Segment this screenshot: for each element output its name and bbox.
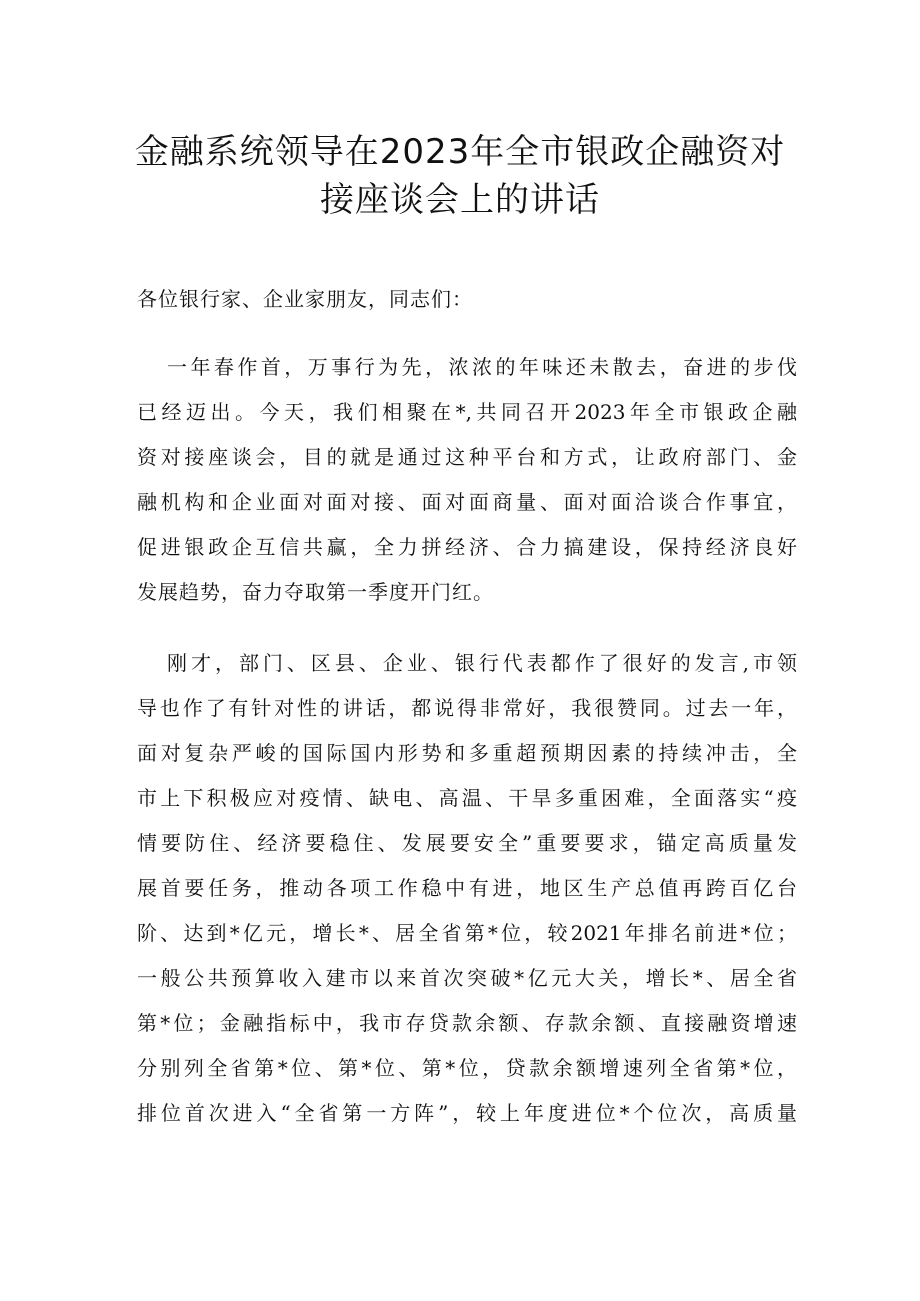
paragraph-line: 融机构和企业面对面对接、面对面商量、面对面洽谈合作事宜， — [137, 490, 797, 514]
paragraph-line: 促进银政企互信共赢，全力拼经济、合力搞建设，保持经济良好 — [137, 535, 797, 559]
title-line-2: 接座谈会上的讲话 — [320, 180, 600, 220]
salutation: 各位银行家、企业家朋友，同志们： — [137, 287, 473, 311]
document-title — [120, 128, 800, 224]
paragraph-line: 市上下积极应对疫情、缺电、高温、干旱多重困难，全面落实“疫 — [137, 786, 797, 810]
document-body — [137, 283, 797, 1162]
title-line-1: 金融系统领导在2023年全市银政企融资对 — [134, 132, 786, 172]
paragraph-line: 资对接座谈会，目的就是通过这种平台和方式，让政府部门、金 — [137, 445, 797, 469]
paragraph-line: 情要防住、经济要稳住、发展要安全”重要要求，锚定高质量发 — [137, 831, 797, 855]
paragraph-line: 一般公共预算收入建市以来首次突破*亿元大关，增长*、居全省 — [137, 966, 797, 990]
paragraph-line: 导也作了有针对性的讲话，都说得非常好，我很赞同。过去一年， — [137, 696, 797, 720]
paragraph-line: 已经迈出。今天，我们相聚在*,共同召开2023年全市银政企融 — [137, 400, 797, 424]
paragraph-line: 展首要任务，推动各项工作稳中有进，地区生产总值再跨百亿台 — [137, 876, 797, 900]
paragraph-line: 一年春作首，万事行为先，浓浓的年味还未散去，奋进的步伐 — [167, 355, 797, 379]
paragraph-line: 第*位；金融指标中，我市存贷款余额、存款余额、直接融资增速 — [137, 1011, 797, 1035]
paragraph-line: 发展趋势，奋力夺取第一季度开门红。 — [137, 580, 494, 604]
paragraph-1 — [137, 345, 797, 615]
paragraph-line: 阶、达到*亿元，增长*、居全省第*位，较2021年排名前进*位； — [137, 921, 797, 945]
paragraph-line: 刚才，部门、区县、企业、银行代表都作了很好的发言,市领 — [167, 651, 797, 675]
paragraph-line: 面对复杂严峻的国际国内形势和多重超预期因素的持续冲击，全 — [137, 741, 797, 765]
paragraph-line: 分别列全省第*位、第*位、第*位，贷款余额增速列全省第*位， — [137, 1056, 797, 1080]
paragraph-2 — [137, 641, 797, 1136]
paragraph-line: 排位首次进入“全省第一方阵”，较上年度进位*个位次，高质量 — [137, 1101, 797, 1125]
